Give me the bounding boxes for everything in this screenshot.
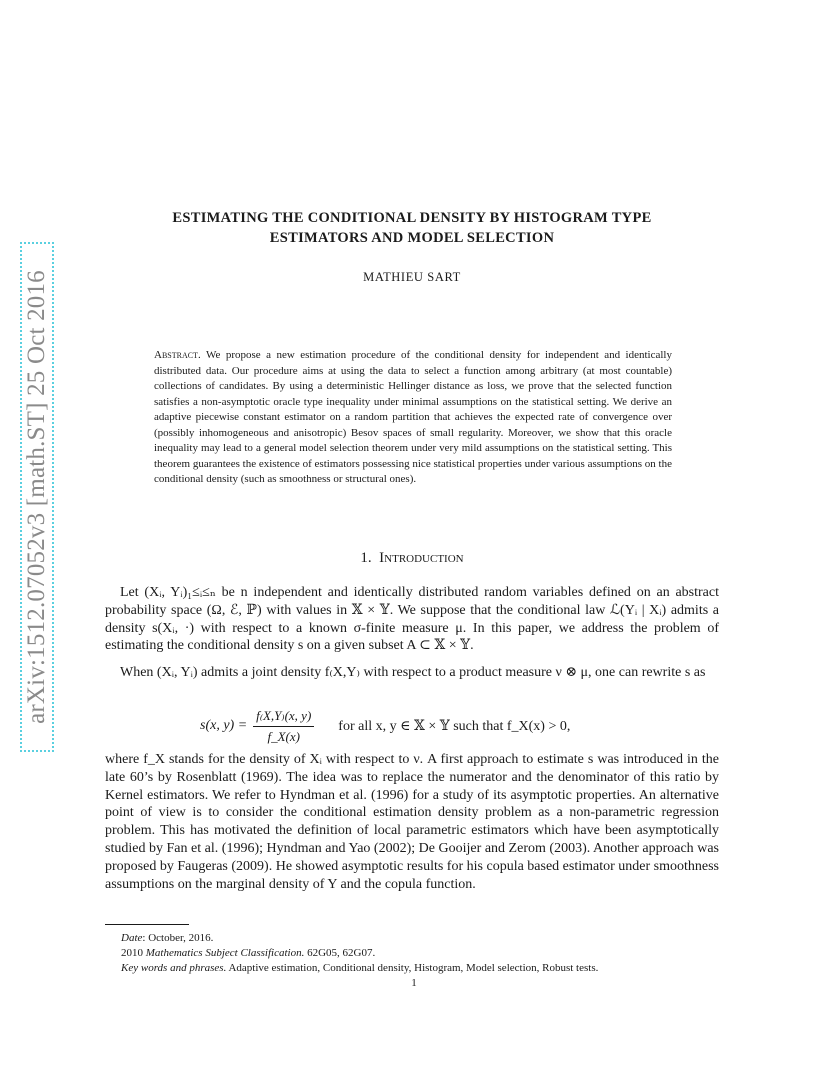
arxiv-identifier-stamp — [20, 242, 54, 752]
footnote-date — [121, 931, 598, 946]
footnote-rule — [105, 924, 189, 925]
abstract-label: Abstract. — [154, 349, 201, 361]
abstract-text: We propose a new estimation procedure of the conditional density for independent and identically distributed data. Our procedure aims at using the data to select a function among arbitrary (at most countable) collections of candidates. By using a deterministic Hellinger distance as loss, we prove that the selected function satisfies a non-asymptotic oracle type inequality under minimal assumptions on the statistical setting. We derive an adaptive piecewise constant estimator on a random partition that achieves the expected rate of convergence over (possibly inhomogeneous and anisotropic) Besov spaces of small regularity. Moreover, we show that this oracle inequality may lead to a general model selection theorem under very mild assumptions on the statistical setting. This theorem guarantees the existence of estimators possessing nice statistical properties under various assumptions on the conditional density (such as smoothness or structural ones). — [154, 349, 672, 485]
paragraph-2: When (Xᵢ, Yᵢ) admits a joint density f₍X,Y₎ with respect to a product measure ν ⊗ μ, one can rewrite s as — [120, 665, 706, 680]
footnote-date-label: Date — [121, 932, 143, 944]
footnote-msc-label: Mathematics Subject Classification. — [145, 947, 305, 959]
footnote-date-value: : October, 2016. — [142, 932, 214, 944]
arxiv-identifier-text: arXiv:1512.07052v3 [math.ST] 25 Oct 2016 — [23, 270, 50, 724]
footnote-msc — [121, 946, 598, 961]
section-heading-introduction — [105, 550, 719, 567]
equation-lhs: s(x, y) = — [200, 718, 248, 733]
paragraph-3: where f_X stands for the density of Xᵢ with respect to ν. A first approach to estimate s was introduced in the late 60’s by Rosenblatt (1969). The idea was to replace the numerator and the denominator of this ratio by Kernel estimators. We refer to Hyndman et al. (1996) for a study of its asymptotic properties. An alternative point of view is to consider the conditional estimation density problem as a non-parametric regression problem. This has motivated the definition of local parametric estimators which have been asymptotically studied by Fan et al. (1996); Hyndman and Yao (2002); De Gooijer and Zerom (2003). Another approach was proposed by Faugeras (2009). He showed asymptotic results for his copula based estimator under smoothness assumptions on the marginal density of Y and the copula function. — [105, 752, 719, 892]
author-name: MATHIEU SART — [363, 270, 461, 284]
section-title: Introduction — [379, 550, 464, 566]
footnote-msc-value: 62G05, 62G07. — [304, 947, 376, 959]
density-equation — [200, 704, 570, 748]
footnote-keywords-value: Adaptive estimation, Conditional density, Histogram, Model selection, Robust tests. — [226, 962, 599, 974]
footnotes — [121, 931, 598, 976]
abstract — [154, 348, 672, 488]
footnote-keywords — [121, 961, 598, 976]
equation-numerator: f₍X,Y₎(x, y) — [253, 708, 314, 727]
section-number: 1. — [360, 550, 372, 566]
footnote-keywords-label: Key words and phrases. — [121, 962, 227, 974]
paper-title — [105, 208, 719, 248]
equation-condition: for all x, y ∈ 𝕏 × 𝕐 such that f_X(x) > 0, — [338, 718, 571, 734]
footnote-msc-prefix: 2010 — [121, 947, 146, 959]
paper-title-line-1: ESTIMATING THE CONDITIONAL DENSITY BY HISTOGRAM TYPE — [172, 210, 652, 226]
equation-fraction — [253, 708, 314, 745]
page-number: 1 — [411, 977, 417, 989]
paragraph-1: Let (Xᵢ, Yᵢ)₁≤ᵢ≤ₙ be n independent and identically distributed random variables defined on an abstract probability space (Ω, ℰ, ℙ) with values in 𝕏 × 𝕐. We suppose that the conditional law ℒ(Yᵢ | Xᵢ) admits a density s(Xᵢ, ·) with respect to a known σ-finite measure μ. In this paper, we address the problem of estimating the conditional density s on a given subset A ⊂ 𝕏 × 𝕐. — [105, 585, 719, 654]
paper-title-line-2: ESTIMATORS AND MODEL SELECTION — [269, 230, 555, 246]
equation-denominator: f_X(x) — [267, 728, 300, 744]
